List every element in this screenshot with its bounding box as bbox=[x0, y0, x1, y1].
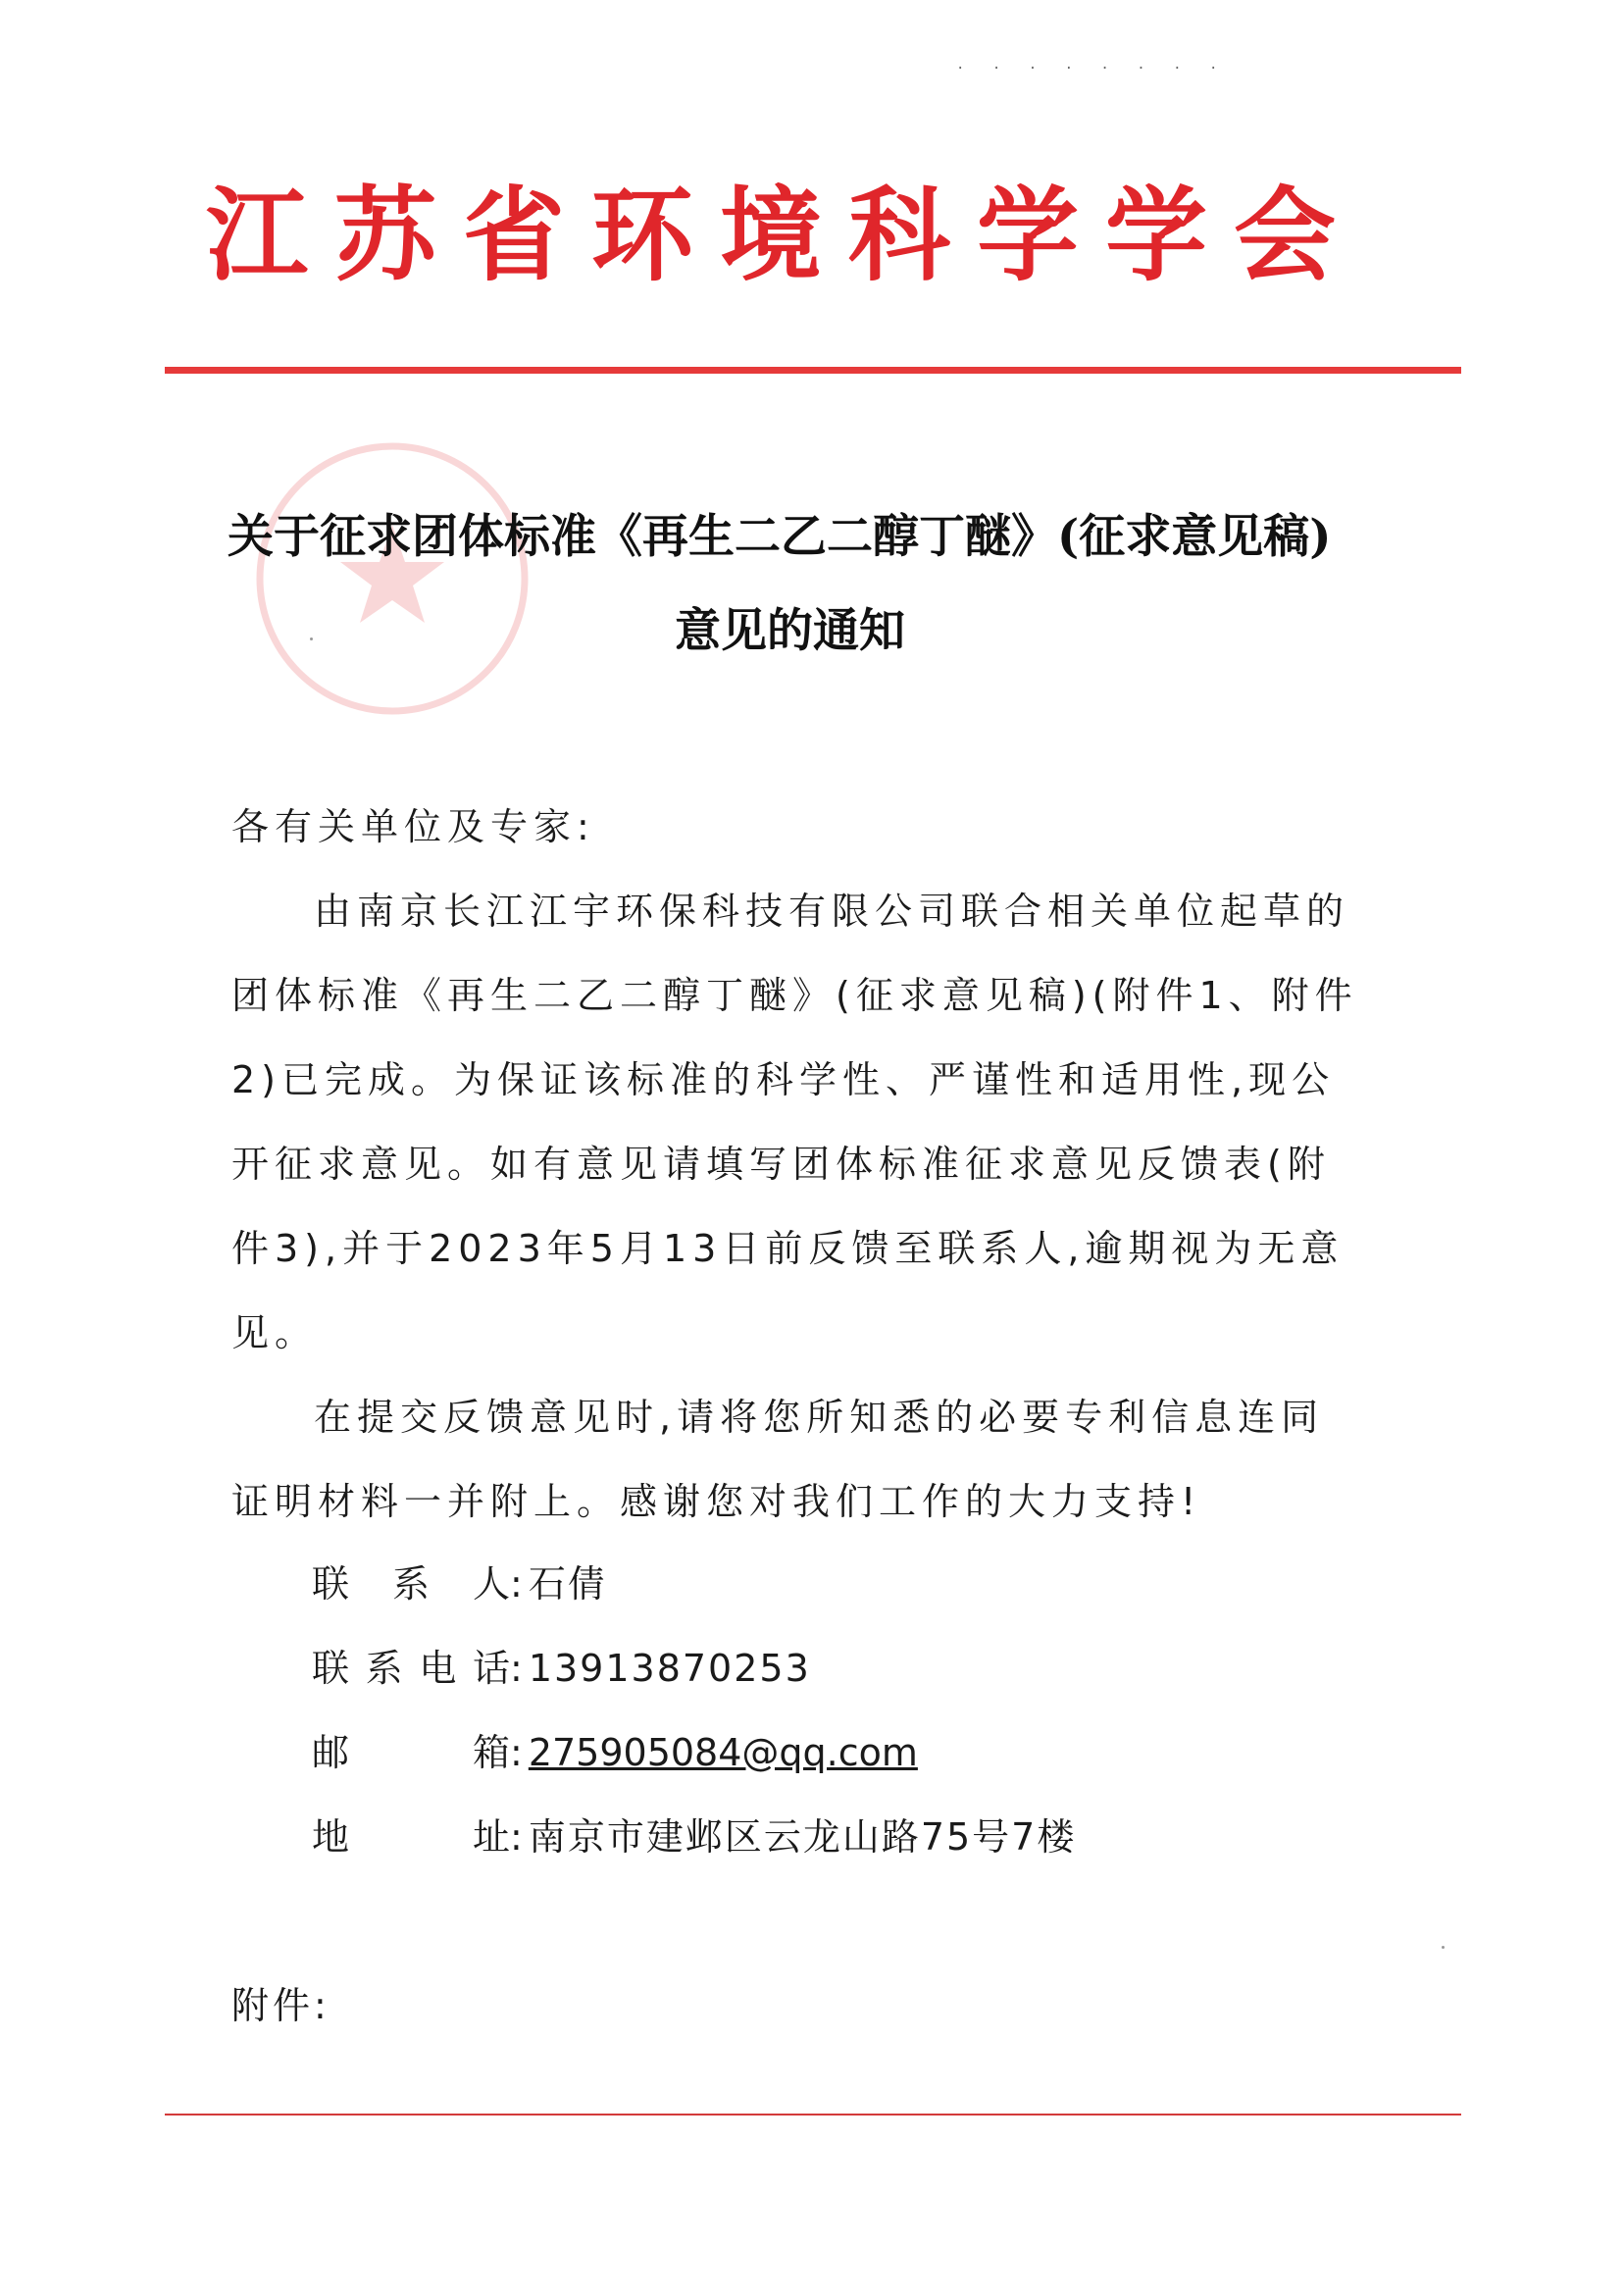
contact-phone-row bbox=[312, 1626, 1076, 1710]
letterhead-org-name: 江苏省环境科学学会 bbox=[206, 175, 1363, 295]
contact-person-value: 石倩 bbox=[528, 1562, 607, 1606]
attachments-label: 附件: bbox=[231, 1984, 330, 2027]
body-paragraph-1: 由南京长江江宇环保科技有限公司联合相关单位起草的团体标准《再生二乙二醇丁醚》(征求意见稿)(附件1、附件2)已完成。为保证该标准的科学性、严谨性和适用性,现公开征求意见。如有意见请填写团体标准征求意见反馈表(附件3),并于2023年5月13日前反馈至联系人,逾期视为无意见。 bbox=[231, 890, 1358, 1354]
scan-header-marks: . . . . . . . . bbox=[956, 57, 1228, 73]
salutation: 各有关单位及专家: bbox=[231, 805, 595, 848]
notice-title bbox=[228, 490, 1404, 679]
contact-email-link[interactable]: 275905084@qq.com bbox=[528, 1731, 918, 1774]
contact-person-row bbox=[312, 1542, 1076, 1626]
colon: : bbox=[510, 1815, 523, 1859]
notice-title-line2: 意见的通知 bbox=[675, 604, 905, 658]
contact-person-label: 联系人 bbox=[312, 1562, 510, 1606]
contact-email-row bbox=[312, 1710, 1076, 1795]
colon: : bbox=[510, 1562, 523, 1606]
colon: : bbox=[510, 1731, 523, 1774]
contact-phone-label: 联系电话 bbox=[312, 1647, 510, 1690]
scan-speck bbox=[1442, 1946, 1445, 1949]
contact-address-value: 南京市建邺区云龙山路75号7楼 bbox=[528, 1815, 1077, 1859]
contact-address-label: 地址 bbox=[312, 1815, 510, 1859]
colon: : bbox=[510, 1647, 523, 1690]
contact-address-row bbox=[312, 1795, 1076, 1879]
body-paragraph-2: 在提交反馈意见时,请将您所知悉的必要专利信息连同证明材料一并附上。感谢您对我们工作的大力支持! bbox=[231, 1396, 1325, 1523]
contact-block bbox=[312, 1542, 1076, 1879]
scan-speck bbox=[310, 637, 313, 640]
letterhead-red-rule bbox=[165, 367, 1461, 374]
footer-red-rule bbox=[165, 2114, 1461, 2116]
contact-phone-value: 13913870253 bbox=[528, 1647, 811, 1690]
notice-body bbox=[231, 785, 1361, 1544]
notice-title-line1: 关于征求团体标准《再生二乙二醇丁醚》(征求意见稿) bbox=[228, 510, 1332, 564]
contact-email-label: 邮箱 bbox=[312, 1731, 510, 1774]
